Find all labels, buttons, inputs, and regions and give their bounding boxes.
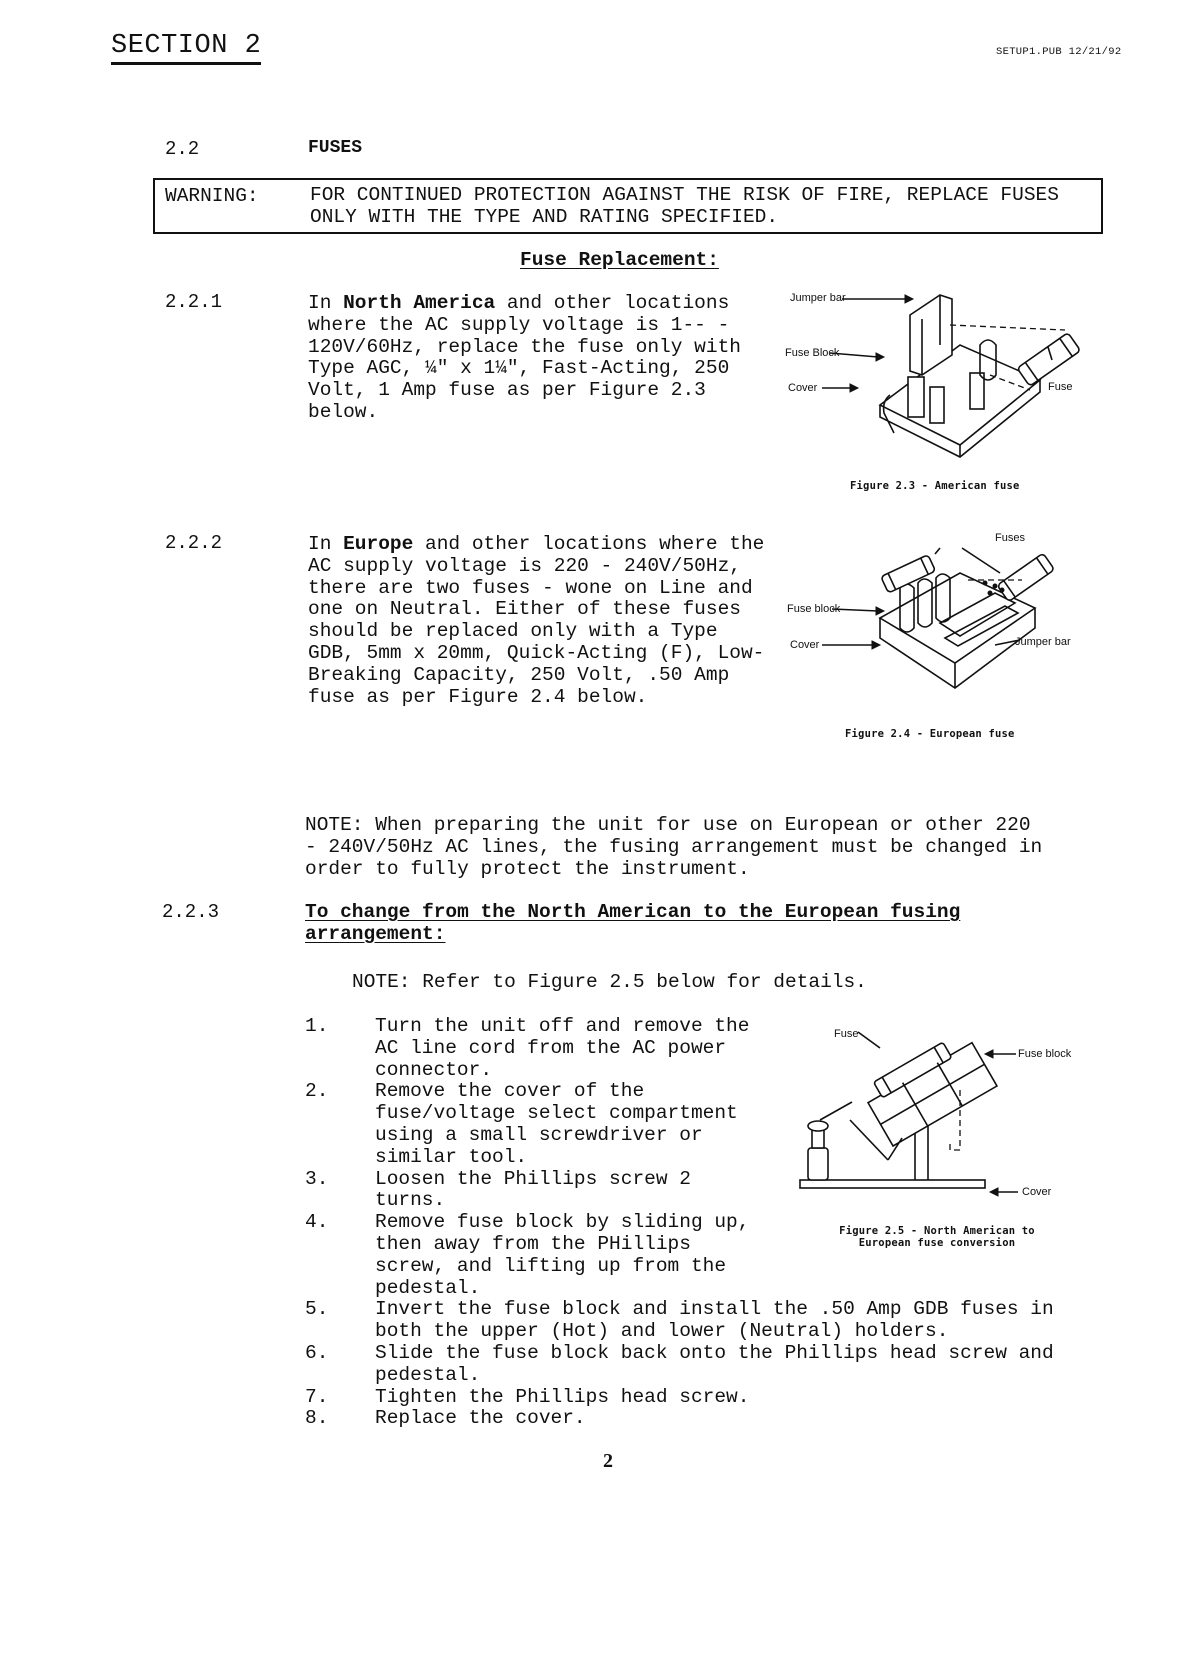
text-segment: and other locations where the AC supply voltage is 1-- - 120V/60Hz, replace the fuse only with Type AGC, ¼" x 1¼", Fast-Acting, 250 Volt, 1 Amp fuse as per Figure 2.3 below.	[308, 292, 741, 423]
subsection-number-2-2-1: 2.2.1	[165, 291, 223, 313]
figure-2-3-caption: Figure 2.3 - American fuse	[850, 480, 1020, 492]
cover-label: Cover	[790, 639, 820, 651]
fuse-label: Fuse	[834, 1028, 859, 1040]
step-number: 7.	[305, 1385, 329, 1408]
warning-label: WARNING:	[165, 185, 259, 207]
figure-reference-note: NOTE: Refer to Figure 2.5 below for details.	[352, 971, 867, 993]
list-item	[305, 1408, 1085, 1430]
step-text: Loosen the Phillips screw 2 turns.	[375, 1167, 691, 1212]
figure-2-3-american-fuse	[785, 285, 1090, 470]
fuse-label: Fuse	[1048, 381, 1073, 393]
step-number: 3.	[305, 1167, 329, 1190]
conversion-title	[305, 902, 960, 946]
page-number: 2	[603, 1450, 613, 1472]
fuses-label: Fuses	[995, 532, 1025, 544]
fuse-block-label: Fuse block	[1018, 1048, 1072, 1060]
list-item	[305, 1343, 1085, 1387]
text-segment: In	[308, 533, 344, 555]
figure-2-4-caption: Figure 2.4 - European fuse	[845, 728, 1015, 740]
step-text: Remove fuse block by sliding up, then away from the PHillips screw, and lifting up from the pedestal.	[375, 1211, 750, 1299]
step-text: Turn the unit off and remove the AC line cord from the AC power connector.	[375, 1015, 750, 1081]
american-fuse-illustration	[790, 285, 1090, 470]
step-text: Invert the fuse block and install the .50 Amp GDB fuses in both the upper (Hot) and lower (Neutral) holders.	[375, 1298, 1054, 1343]
region-name: Europe	[343, 533, 414, 555]
cover-label: Cover	[1022, 1186, 1052, 1198]
step-number: 1.	[305, 1015, 329, 1037]
step-text: Slide the fuse block back onto the Phillips head screw and pedestal.	[375, 1341, 1054, 1386]
jumper-bar-label: Jumper bar	[790, 292, 846, 304]
step-number: 4.	[305, 1211, 329, 1234]
caption-line-1: Figure 2.5 - North American to	[839, 1225, 1035, 1237]
section-number: 2.2	[165, 138, 200, 160]
list-item	[305, 1387, 1085, 1409]
text-segment: and other locations where the AC supply voltage is 220 - 240V/50Hz, there are two fuses - wone on Line and one on Neutral. Either of these fuses should be replaced only with a Type GDB, 5mm x 20mm, Quick-Acting (F), Low- Breaking Capacity, 250 Volt, .50 Amp fuse as per Figure 2.4 below.	[308, 533, 765, 708]
step-text: Tighten the Phillips head screw.	[375, 1385, 750, 1408]
figure-2-5-conversion	[790, 1020, 1090, 1205]
section-title: FUSES	[308, 138, 363, 158]
european-note: NOTE: When preparing the unit for use on European or other 220 - 240V/50Hz AC lines, the fusing arrangement must be changed in order to fully protect the instrument.	[305, 814, 1043, 880]
fuse-block-label: Fuse block	[787, 603, 841, 615]
subsection-number-2-2-3: 2.2.3	[162, 901, 220, 923]
step-text: Replace the cover.	[375, 1407, 586, 1430]
european-fuse-illustration	[790, 528, 1090, 718]
north-america-paragraph	[308, 293, 778, 424]
step-number: 5.	[305, 1298, 329, 1321]
step-number: 2.	[305, 1080, 329, 1103]
figure-2-5-caption	[828, 1225, 1046, 1249]
caption-line-2: European fuse conversion	[858, 1237, 1016, 1249]
figure-2-4-european-fuse	[787, 528, 1090, 718]
step-number: 6.	[305, 1341, 329, 1364]
section-heading: SECTION 2	[111, 30, 261, 65]
subsection-number-2-2-2: 2.2.2	[165, 532, 223, 554]
region-name: North America	[343, 292, 496, 314]
fuse-block-label: Fuse Block	[785, 347, 840, 359]
conversion-title-line-2: arrangement:	[305, 922, 446, 945]
warning-box	[153, 178, 1103, 234]
text-segment: In	[308, 292, 344, 314]
step-number: 8.	[305, 1407, 329, 1430]
file-reference: SETUP1.PUB 12/21/92	[996, 46, 1122, 58]
step-text: Remove the cover of the fuse/voltage select compartment using a small screwdriver or similar tool.	[375, 1080, 738, 1168]
europe-paragraph	[308, 534, 778, 708]
fuse-replacement-heading: Fuse Replacement:	[520, 249, 719, 271]
list-item	[305, 1299, 1085, 1343]
jumper-bar-label: Jumper bar	[1015, 636, 1071, 648]
cover-label: Cover	[788, 382, 818, 394]
conversion-title-line-1: To change from the North American to the European fusing	[305, 901, 961, 923]
warning-text: FOR CONTINUED PROTECTION AGAINST THE RISK OF FIRE, REPLACE FUSES ONLY WITH THE TYPE AND RATING SPECIFIED.	[310, 184, 1059, 228]
